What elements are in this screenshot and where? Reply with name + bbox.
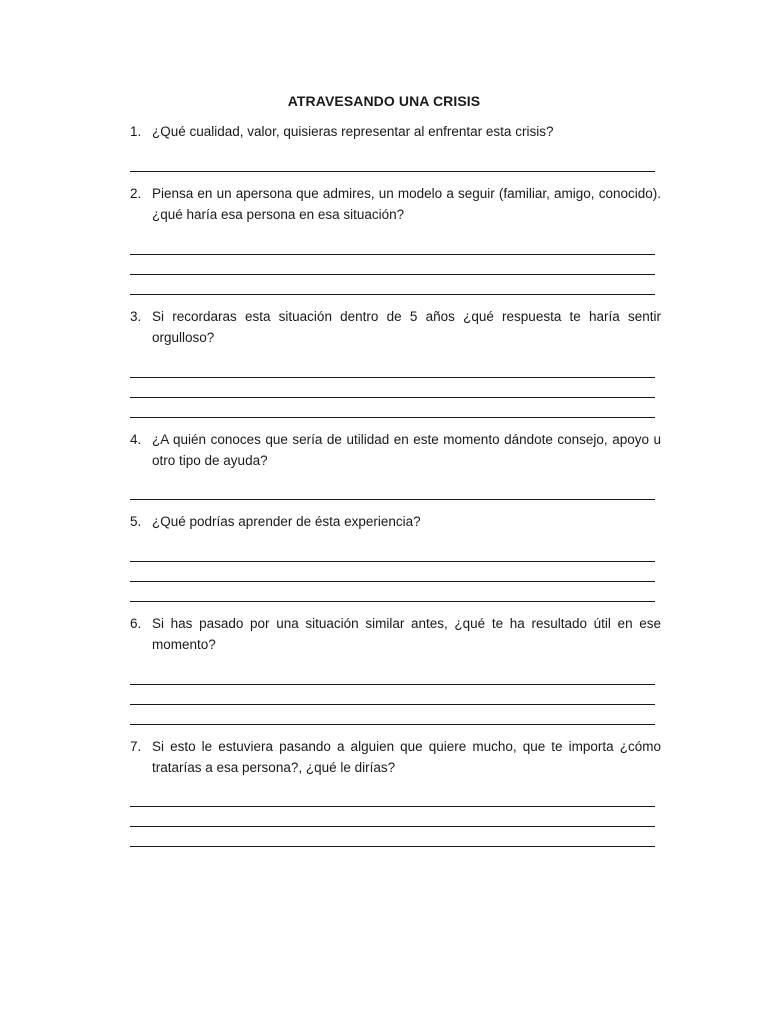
document-title: ATRAVESANDO UNA CRISIS bbox=[287, 93, 481, 109]
question-text: Si has pasado por una situación similar antes, ¿qué te ha resultado útil en ese momento? bbox=[152, 616, 661, 652]
answer-line[interactable] bbox=[130, 561, 655, 562]
question-6 bbox=[130, 614, 661, 655]
question-text: ¿Qué cualidad, valor, quisieras representar al enfrentar esta crisis? bbox=[152, 124, 554, 139]
answer-line[interactable] bbox=[130, 171, 655, 172]
question-number: 7. bbox=[130, 739, 142, 754]
question-text: Piensa en un apersona que admires, un modelo a seguir (familiar, amigo, conocido). ¿qué haría esa persona en esa situación? bbox=[152, 186, 661, 222]
question-number: 1. bbox=[130, 124, 142, 139]
answer-line[interactable] bbox=[130, 254, 655, 255]
question-number: 6. bbox=[130, 616, 142, 631]
question-2 bbox=[130, 184, 661, 225]
question-number: 5. bbox=[130, 514, 142, 529]
answer-line[interactable] bbox=[130, 601, 655, 602]
question-5 bbox=[130, 512, 661, 533]
question-number: 4. bbox=[130, 432, 142, 447]
question-1 bbox=[130, 122, 661, 143]
question-number: 3. bbox=[130, 309, 142, 324]
answer-line[interactable] bbox=[130, 826, 655, 827]
answer-line[interactable] bbox=[130, 724, 655, 725]
answer-line[interactable] bbox=[130, 704, 655, 705]
question-text: ¿A quién conoces que sería de utilidad en este momento dándote consejo, apoyo u otro tipo de ayuda? bbox=[152, 432, 661, 468]
answer-line[interactable] bbox=[130, 397, 655, 398]
question-text: Si recordaras esta situación dentro de 5 años ¿qué respuesta te haría sentir orgulloso? bbox=[152, 309, 661, 345]
question-text: ¿Qué podrías aprender de ésta experiencia? bbox=[152, 514, 421, 529]
question-text: Si esto le estuviera pasando a alguien que quiere mucho, que te importa ¿cómo tratarías a esa persona?, ¿qué le dirías? bbox=[152, 739, 661, 775]
answer-line[interactable] bbox=[130, 846, 655, 847]
question-7 bbox=[130, 737, 661, 778]
answer-line[interactable] bbox=[130, 377, 655, 378]
answer-line[interactable] bbox=[130, 499, 655, 500]
answer-line[interactable] bbox=[130, 806, 655, 807]
question-3 bbox=[130, 307, 661, 348]
question-4 bbox=[130, 430, 661, 471]
answer-line[interactable] bbox=[130, 581, 655, 582]
question-number: 2. bbox=[130, 186, 142, 201]
answer-line[interactable] bbox=[130, 684, 655, 685]
answer-line[interactable] bbox=[130, 417, 655, 418]
answer-line[interactable] bbox=[130, 274, 655, 275]
answer-line[interactable] bbox=[130, 294, 655, 295]
